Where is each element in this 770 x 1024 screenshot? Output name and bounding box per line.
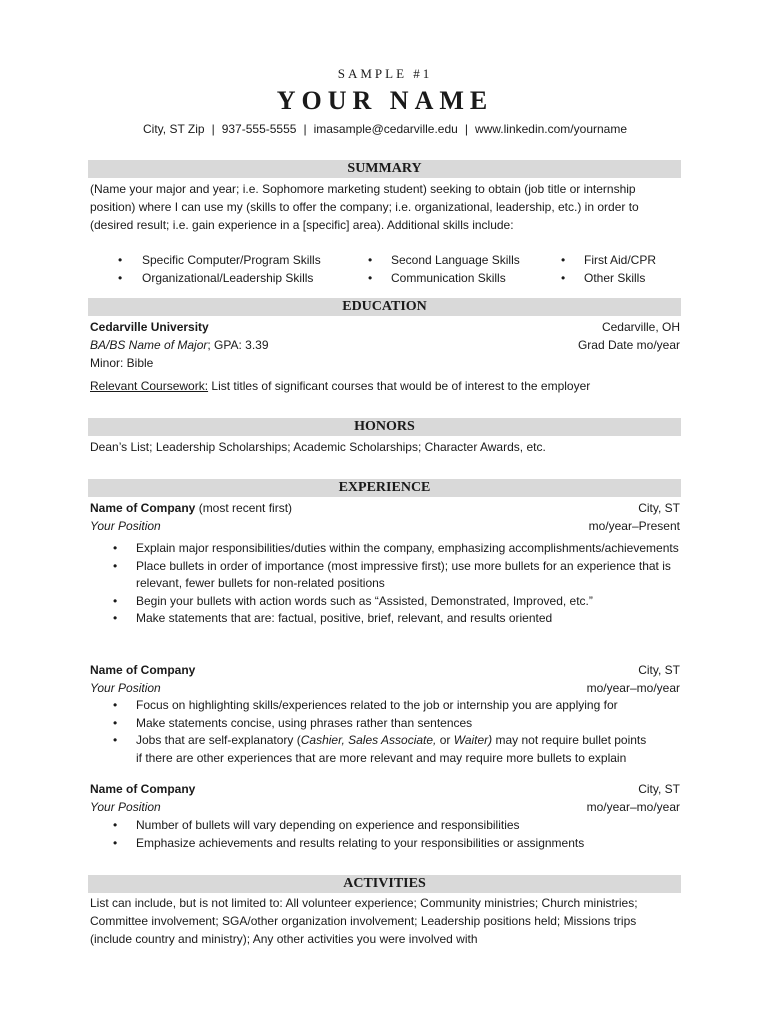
skill-item: Specific Computer/Program Skills (142, 253, 321, 267)
activities-heading: ACTIVITIES (88, 875, 681, 893)
grad-date: Grad Date mo/year (577, 338, 680, 352)
bullet-icon: • (561, 253, 566, 267)
honors-heading: HONORS (88, 418, 681, 436)
coursework-label: Relevant Coursework: (90, 379, 209, 393)
list-item: • Emphasize achievements and results relating to your responsibilities or assignments (113, 835, 683, 853)
degree-name: BA/BS Name of Major (90, 338, 208, 352)
bullet-icon: • (118, 253, 123, 267)
bullet-icon: • (113, 698, 118, 712)
bullet-icon: • (561, 271, 566, 285)
activities-line: List can include, but is not limited to: All volunteer experience; Community ministries; Church ministries; (90, 896, 638, 910)
list-item: • Jobs that are self-explanatory (Cashier, Sales Associate, or Waiter) may not require bullet points if there are other experiences that are more relevant and may require more bullets to explain (113, 733, 647, 765)
job-bullets (113, 697, 683, 767)
bullet-icon: • (113, 593, 118, 608)
list-item: • Make statements that are: factual, positive, brief, relevant, and results oriented (113, 610, 683, 628)
honors-text: Dean’s List; Leadership Scholarships; Academic Scholarships; Character Awards, etc. (90, 440, 546, 454)
company-line (90, 499, 682, 517)
company-name: Name of Company (90, 663, 196, 677)
activities-line: Committee involvement; SGA/other organization involvement; Leadership positions held; Missions trips (90, 914, 637, 928)
minor: Minor: Bible (90, 356, 154, 370)
skill-item: Second Language Skills (391, 253, 520, 267)
summary-line: (Name your major and year; i.e. Sophomore marketing student) seeking to obtain (job title or internship (90, 182, 636, 196)
job-position: Your Position (90, 681, 161, 695)
experience-heading: EXPERIENCE (88, 479, 681, 497)
contact-email[interactable]: imasample@cedarville.edu (313, 122, 458, 136)
list-item: • Make statements concise, using phrases rather than sentences (113, 715, 683, 733)
bullet-icon: • (113, 611, 118, 625)
bullet-icon: • (113, 818, 118, 832)
summary-heading: SUMMARY (88, 160, 681, 178)
list-item: • Focus on highlighting skills/experiences related to the job or internship you are applying for (113, 697, 683, 715)
company-note: (most recent first) (195, 501, 293, 515)
list-item: • Number of bullets will vary depending on experience and responsibilities (113, 817, 683, 835)
bullet-icon: • (113, 558, 118, 573)
summary-line: position) where I can use my (skills to offer the company; i.e. organizational, leadership, etc.) in order to (90, 200, 639, 214)
bullet-icon: • (118, 271, 123, 285)
gpa: ; GPA: 3.39 (207, 338, 269, 352)
list-item: • Place bullets in order of importance (most impressive first); use more bullets for an experience that is relevant, fewer bullets for non-related positions (113, 558, 671, 590)
job-location: City, ST (638, 663, 680, 677)
job-position: Your Position (90, 519, 161, 533)
coursework-text: List titles of significant courses that would be of interest to the employer (208, 379, 591, 393)
summary-line: (desired result; i.e. gain experience in a [specific] area). Additional skills include: (90, 218, 514, 232)
contact-address: City, ST Zip (143, 122, 205, 136)
coursework-line (90, 377, 682, 395)
contact-phone: 937-555-5555 (221, 122, 297, 136)
skill-item: Communication Skills (391, 271, 506, 285)
sample-label: SAMPLE #1 (337, 66, 433, 81)
contact-line: City, ST Zip | 937-555-5555 | imasample@cedarville.edu | www.linkedin.com/yourname (143, 122, 627, 136)
company-name: Name of Company (90, 782, 196, 796)
company-name: Name of Company (90, 501, 196, 515)
bullet-icon: • (113, 733, 118, 747)
your-name: YOUR NAME (276, 86, 494, 115)
bullet-icon: • (368, 253, 373, 267)
list-item: • Explain major responsibilities/duties within the company, emphasizing accomplishments/achievements (113, 540, 683, 558)
job-bullets (113, 540, 683, 628)
job-dates: mo/year–Present (588, 519, 680, 533)
job-dates: mo/year–mo/year (586, 681, 680, 695)
bullet-icon: • (113, 715, 118, 730)
skill-item: Other Skills (584, 271, 646, 285)
list-item: • Begin your bullets with action words such as “Assisted, Demonstrated, Improved, etc.” (113, 593, 683, 611)
bullet-icon: • (113, 835, 118, 850)
education-heading: EDUCATION (88, 298, 681, 316)
school-name: Cedarville University (90, 320, 209, 334)
bullet-icon: • (368, 271, 373, 285)
job-location: City, ST (638, 782, 680, 796)
job-bullets (113, 817, 683, 852)
bullet-icon: • (113, 541, 118, 555)
job-position: Your Position (90, 800, 161, 814)
skill-item: Organizational/Leadership Skills (142, 271, 314, 285)
school-location: Cedarville, OH (601, 320, 680, 334)
job-location: City, ST (638, 501, 680, 515)
activities-line: (include country and ministry); Any other activities you were involved with (90, 932, 478, 946)
contact-linkedin[interactable]: www.linkedin.com/yourname (474, 122, 627, 136)
job-dates: mo/year–mo/year (586, 800, 680, 814)
skill-item: First Aid/CPR (584, 253, 657, 267)
